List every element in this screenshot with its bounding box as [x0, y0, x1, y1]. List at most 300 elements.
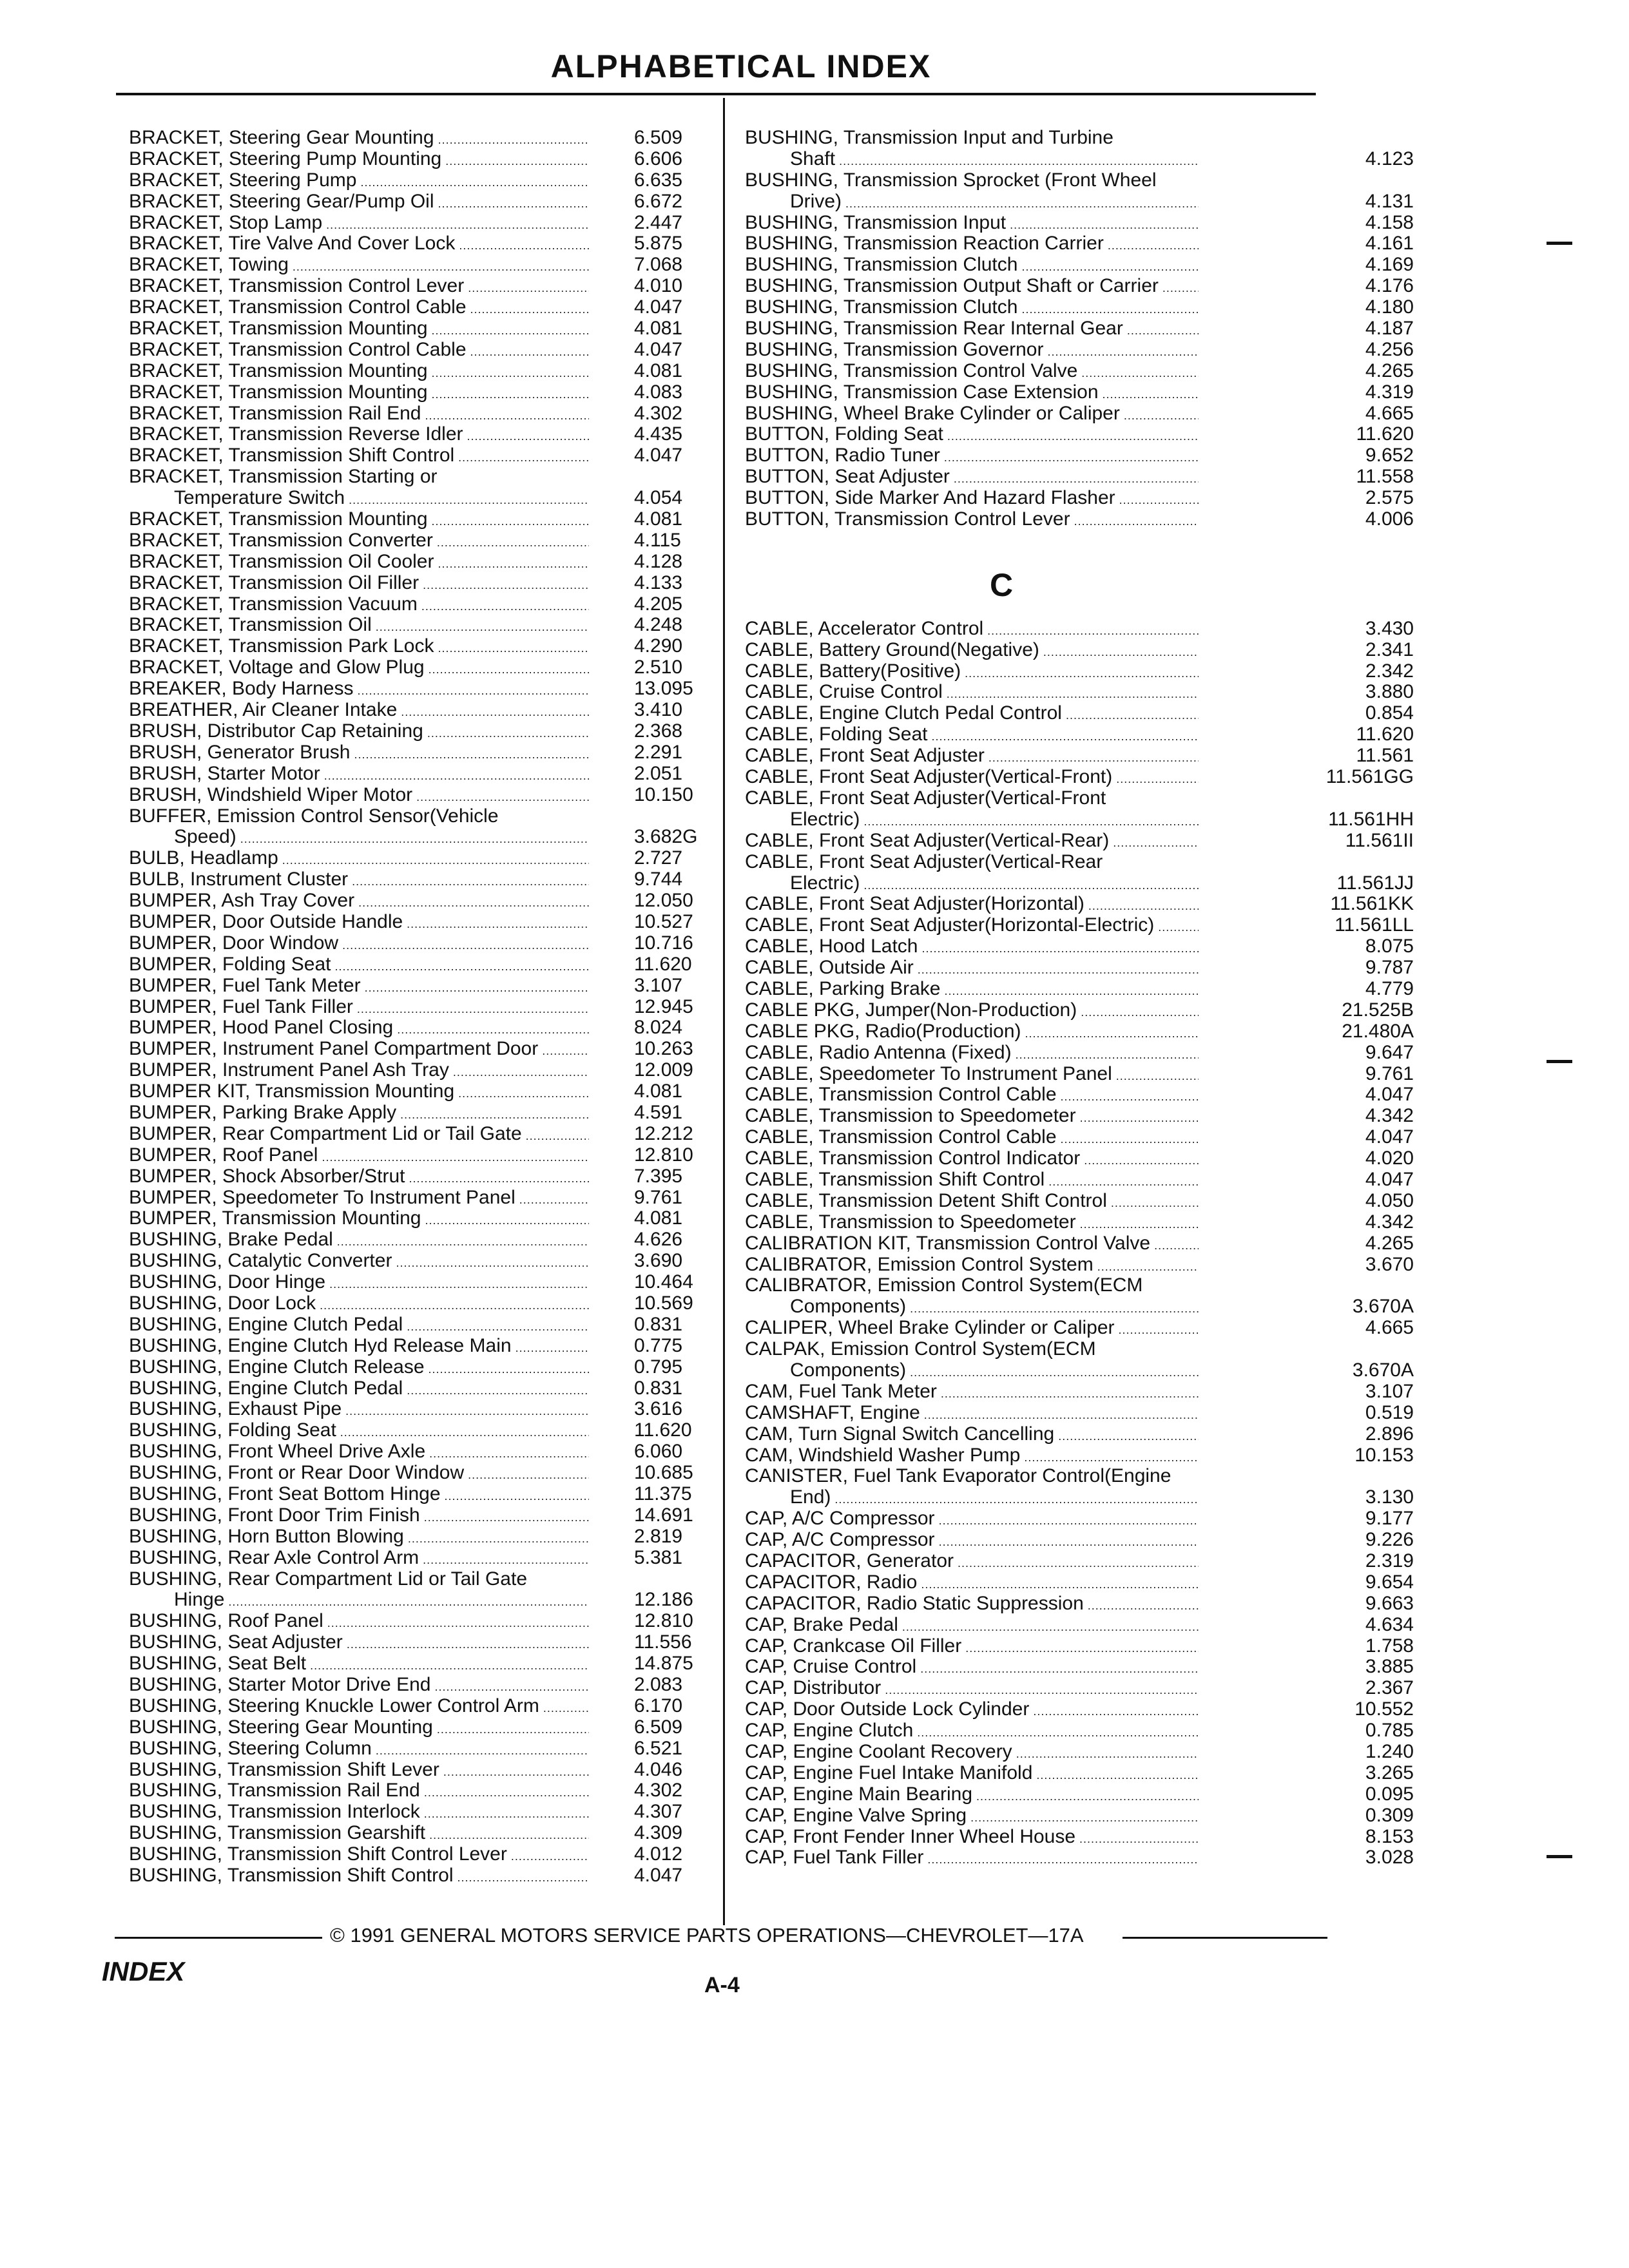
- dot-leader: [458, 1083, 589, 1104]
- index-entry-page: 4.047: [634, 338, 683, 360]
- index-entry-label: BUSHING, Wheel Brake Cylinder or Caliper: [745, 403, 1120, 424]
- dot-leader: [427, 723, 589, 744]
- index-entry: [745, 1339, 1096, 1360]
- dot-leader: [354, 744, 589, 765]
- dot-leader: [954, 468, 1199, 490]
- index-entry-label: BUSHING, Rear Axle Control Arm: [129, 1547, 419, 1568]
- index-entry-page: 2.291: [634, 741, 683, 763]
- index-entry-page: 0.519: [1365, 1401, 1414, 1423]
- index-entry-page: 6.170: [634, 1695, 683, 1716]
- index-entry-text: [745, 619, 1199, 642]
- index-entry-text: [745, 809, 1199, 832]
- index-entry-page: 4.047: [634, 445, 683, 466]
- index-entry-text: [129, 1399, 589, 1422]
- index-entry-page: 11.620: [1356, 423, 1414, 445]
- footer-page-number: A-4: [704, 1973, 740, 1997]
- index-entry: [745, 1296, 1414, 1318]
- index-entry-text: [129, 997, 589, 1020]
- index-entry-label: BRACKET, Transmission Oil Filler: [129, 572, 419, 593]
- index-entry-label: CABLE, Speedometer To Instrument Panel: [745, 1063, 1112, 1084]
- index-entry-text: [745, 873, 1199, 896]
- index-entry: [745, 1041, 1414, 1064]
- index-entry-label: BUTTON, Folding Seat: [745, 424, 943, 445]
- index-entry-page: 2.819: [634, 1525, 683, 1547]
- dot-leader: [965, 663, 1199, 684]
- index-entry-text: [129, 382, 589, 405]
- dot-leader: [358, 892, 589, 914]
- index-entry-text: [745, 1530, 1199, 1553]
- index-entry-label: CABLE, Folding Seat: [745, 724, 928, 745]
- dot-leader: [421, 596, 589, 617]
- page-title: ALPHABETICAL INDEX: [550, 48, 932, 84]
- index-entry-text: [745, 1572, 1199, 1595]
- index-entry-page: 0.795: [634, 1356, 683, 1378]
- dot-leader: [917, 1722, 1199, 1744]
- index-entry-text: [129, 1124, 589, 1147]
- index-entry-text: [745, 1296, 1199, 1320]
- index-entry-text: [129, 445, 589, 468]
- dot-leader: [397, 1019, 589, 1041]
- index-entry-page: 4.047: [634, 296, 683, 318]
- right-index-column: BUSHING, Transmission Input and Turbine Shaft ..... 4.123 BUSHING, Transmission Sprocket (Front Wheel Drive) ..... 4.131 BUSHING, Transmission Input ..... 4.158 BUSHING, Transmission Reaction Carrier ..... 4.161 BUSHING, Transmission Clutch ..... 4.169 BUSHING, Transmission Output Shaft or Carrier ..... 4.176 BUSHING, Transmission Clutch ..... 4.180 BUSHING, Transmission Rear Internal Gear ..... 4.187 BUSHING, Transmission Governor ..... 4.256 BUSHING, Transmission Control Valve ..... 4.265 BUSHING, Transmission Case Extension ..... 4.319 BUSHING, Wheel Brake Cylinder or Caliper ..... 4.665 BUTTON, Folding Seat ..... 11.620 BUTTON, Radio Tuner ..... 9.652 BUTTON, Seat Adjuster ..... 11.558 BUTTON, Side Marker And Hazard Flasher ..... 2.575 BUTTON, Transmission Control Lever ..... 4.006 C CABLE, Accelerator Control ..... 3.430 CABLE, Battery Ground(Negative) ..... 2.341 CABLE, Battery(Positive) ..... 2.342 CABLE, Cruise Control ..... 3.880 CABLE, Engine Clutch Pedal Control ..... 0.854 CABLE, Folding Seat ..... 11.620 CABLE, Front Seat Adjuster ..... 11.561 CABLE, Front Seat Adjuster(Vertical-Front) ..... 11.561GG CABLE, Front Seat Adjuster(Vertical-Front Electric) ..... 11.561HH CABLE, Front Seat Adjuster(Vertical-Rear) ..... 11.561II CABLE, Front Seat Adjuster(Vertical-Rear Electric) ..... 11.561JJ CABLE, Front Seat Adjuster(Horizontal) ..... 11.561KK CABLE, Front Seat Adjuster(Horizontal-Electric) ..... 11.561LL CABLE, Hood Latch ..... 8.075 CABLE, Outside Air ..... 9.787 CABLE, Parking Brake ..... 4.779 CABLE PKG, Jumper(Non-Production) ..... 21.525B CABLE PKG, Radio(Production) ..... 21.480A CABLE, Radio Antenna (Fixed) ..... 9.647 CABLE, Speedometer To Instrument Panel ..... 9.761 CABLE, Transmission Control Cable ..... 4.047 CABLE, Transmission to Speedometer ..... 4.342 CABLE, Transmission Control Cable ..... 4.047 CABLE, Transmission Control Indicator ..... 4.020 CABLE, Transmission Shift Control ..... 4.047 CABLE, Transmission Detent Shift Control ..... 4.050 CABLE, Transmission to Speedometer ..... 4.342 CALIBRATION KIT, Transmission Control Valve ..... 4.265 CALIBRATOR, Emission Control System ..... 3.670 CALIBRATOR, Emission Control System(ECM Components) ..... 3.670A CALIPER, Wheel Brake Cylinder or Caliper ..... 4.665 CALPAK, Emission Control System(ECM Components) ..... 3.670A CAM, Fuel Tank Meter ..... 3.107 CAMSHAFT, Engine ..... 0.519 CAM, Turn Signal Switch Cancelling ..... 2.896 CAM, Windshield Washer Pump ..... 10.153 CANISTER, Fuel Tank Evaporator Control(Engine End) ..... 3.130 CAP, A/C Compressor ..... 9.177 CAP, A/C Compressor ..... 9.226 CAPACITOR, Generator ..... 2.319 CAPACITOR, Radio ..... 9.654 CAPACITOR, Radio Static Suppression ..... 9.663 CAP, Brake Pedal ..... 4.634 CAP, Crankcase Oil Filler ..... 1.758 CAP, Cruise Control ..... 3.885 CAP, Distributor ..... 2.367 CAP, Door Outside Lock Cylinder ..... 10.552 CAP, Engine Clutch ..... 0.785 CAP, Engine Coolant Recovery ..... 1.240 CAP, Engine Fuel Intake Manifold ..... 3.265 CAP, Engine Main Bearing ..... 0.095 CAP, Engine Valve Spring ..... 0.309 CAP, Front Fender Inner Wheel House ..... 8.153 CAP, Fuel Tank Filler ..... 3.028: [745, 128, 990, 1869]
- dot-leader: [376, 617, 589, 638]
- index-entry-text: [129, 191, 589, 215]
- index-entry-page: 10.153: [1354, 1444, 1414, 1466]
- column-divider: [723, 98, 725, 1925]
- index-entry-page: 9.652: [1365, 445, 1414, 466]
- index-entry-label: CAP, Engine Clutch: [745, 1720, 914, 1742]
- index-entry-label: BRACKET, Transmission Shift Control: [129, 445, 455, 466]
- index-entry-text: [745, 340, 1199, 363]
- index-entry-text: [129, 975, 589, 999]
- index-entry-text: [129, 149, 589, 172]
- dot-leader: [958, 1553, 1199, 1574]
- index-entry-page: 10.569: [634, 1292, 693, 1314]
- dot-leader: [423, 1550, 589, 1571]
- index-entry-text: [745, 1742, 1199, 1765]
- index-entry-page: 10.716: [634, 932, 693, 954]
- index-entry-text: [129, 1632, 589, 1655]
- dot-leader: [400, 1104, 589, 1126]
- index-entry: [745, 190, 1414, 213]
- dot-leader: [839, 151, 1199, 172]
- index-entry-page: 2.051: [634, 762, 683, 784]
- index-entry-page: 11.561LL: [1335, 914, 1414, 936]
- dot-leader: [437, 1719, 589, 1740]
- index-entry-text: [745, 1127, 1199, 1150]
- index-entry-page: 12.186: [634, 1589, 693, 1611]
- dot-leader: [345, 1401, 589, 1422]
- index-entry-page: 5.875: [634, 233, 683, 255]
- index-entry: [745, 211, 1414, 234]
- index-entry-label: CABLE, Outside Air: [745, 957, 914, 979]
- index-entry: [745, 1253, 1414, 1276]
- index-entry-text: [745, 466, 1199, 490]
- index-entry: [745, 445, 1414, 466]
- index-entry-page: 1.240: [1365, 1741, 1414, 1763]
- index-entry: [745, 1635, 1414, 1657]
- index-entry-text: [129, 170, 589, 193]
- dot-leader: [1016, 1744, 1199, 1765]
- index-entry-label: BUSHING, Transmission Reaction Carrier: [745, 233, 1104, 255]
- index-entry-label: CAP, A/C Compressor: [745, 1530, 935, 1551]
- index-entry-label: BUSHING, Door Hinge: [129, 1272, 326, 1293]
- index-entry-text: [745, 1720, 1199, 1744]
- index-entry-page: 4.307: [634, 1801, 683, 1823]
- index-entry-text: [745, 915, 1199, 938]
- dot-leader: [329, 1274, 589, 1295]
- index-entry-page: 14.875: [634, 1653, 693, 1675]
- dot-leader: [1116, 1066, 1199, 1087]
- index-entry-label: Speed): [174, 827, 236, 848]
- dot-leader: [1024, 1447, 1199, 1468]
- index-entry-text: [745, 1403, 1199, 1426]
- index-entry-text: [129, 1102, 589, 1126]
- index-entry-label: CABLE, Front Seat Adjuster(Vertical-Front): [745, 767, 1113, 788]
- dot-leader: [1021, 299, 1199, 320]
- index-entry-text: [745, 1233, 1199, 1256]
- index-entry-label: CABLE, Parking Brake: [745, 978, 941, 999]
- index-entry-text: [129, 594, 589, 617]
- index-entry-label: CAPACITOR, Radio: [745, 1571, 918, 1593]
- index-entry-page: 11.561KK: [1330, 893, 1414, 915]
- index-entry-label: CABLE, Front Seat Adjuster(Horizontal-Electric): [745, 915, 1155, 936]
- index-entry-label: CABLE, Transmission Detent Shift Control: [745, 1190, 1107, 1211]
- index-entry-text: [745, 936, 1199, 959]
- index-entry-page: 4.779: [1365, 977, 1414, 999]
- dot-leader: [349, 490, 589, 511]
- index-entry-page: 3.670: [1365, 1253, 1414, 1275]
- dot-leader: [1088, 896, 1199, 917]
- index-entry-text: [129, 1823, 589, 1846]
- index-entry-page: 4.319: [1365, 381, 1414, 403]
- index-entry-text: [129, 1378, 589, 1401]
- index-entry-label: BUSHING, Transmission Rail End: [129, 1780, 420, 1802]
- index-entry-page: 3.107: [1365, 1380, 1414, 1402]
- dot-leader: [519, 1189, 589, 1211]
- index-entry-text: [129, 1780, 589, 1803]
- index-entry-page: 4.046: [634, 1758, 683, 1780]
- index-entry: [745, 829, 1414, 852]
- index-entry-text: [745, 403, 1199, 427]
- index-entry-text: [129, 403, 589, 427]
- index-entry-label: BUSHING, Starter Motor Drive End: [129, 1675, 431, 1696]
- index-entry-text: [129, 1484, 589, 1507]
- dot-leader: [424, 1782, 589, 1803]
- index-entry-text: [745, 1593, 1199, 1617]
- index-entry: [745, 423, 1414, 445]
- index-entry: [745, 787, 1106, 809]
- index-entry-page: 21.525B: [1342, 999, 1414, 1021]
- dot-leader: [1113, 832, 1199, 854]
- dot-leader: [322, 1147, 589, 1168]
- index-entry-label: CALPAK, Emission Control System(ECM: [745, 1339, 1096, 1360]
- index-entry-page: 6.672: [634, 190, 683, 212]
- index-entry-text: [129, 764, 589, 787]
- index-entry-text: [129, 1293, 589, 1316]
- index-entry-label: BUMPER, Parking Brake Apply: [129, 1102, 397, 1123]
- index-entry-page: 2.341: [1365, 639, 1414, 660]
- index-entry-page: 0.095: [1365, 1783, 1414, 1805]
- index-entry: [745, 1508, 1414, 1530]
- index-entry-label: CAP, Fuel Tank Filler: [745, 1847, 924, 1869]
- index-entry-text: [129, 1166, 589, 1189]
- index-entry-page: 12.810: [634, 1610, 693, 1632]
- index-entry-text: [129, 678, 589, 702]
- index-entry-page: 3.616: [634, 1398, 683, 1420]
- dot-leader: [1162, 278, 1199, 299]
- index-entry-label: BUMPER, Shock Absorber/Strut: [129, 1166, 405, 1187]
- index-entry: [745, 1317, 1414, 1339]
- dot-leader: [944, 981, 1199, 1002]
- dot-leader: [424, 1803, 589, 1825]
- dot-leader: [401, 702, 589, 723]
- index-entry-page: 11.561GG: [1325, 766, 1414, 788]
- index-entry-text: [129, 340, 589, 363]
- dot-leader: [511, 1846, 589, 1867]
- index-entry-label: CABLE, Front Seat Adjuster(Horizontal): [745, 894, 1084, 915]
- index-entry-text: [745, 1148, 1199, 1171]
- dot-leader: [947, 684, 1199, 705]
- dot-leader: [342, 935, 589, 956]
- index-entry-page: 4.256: [1365, 338, 1414, 360]
- dot-leader: [1081, 1002, 1199, 1023]
- index-entry-page: 3.885: [1365, 1656, 1414, 1678]
- index-entry: [745, 233, 1414, 255]
- dot-leader: [1061, 1086, 1199, 1108]
- index-entry-label: BRACKET, Transmission Starting or: [129, 466, 438, 488]
- index-entry-text: [745, 1445, 1199, 1468]
- index-entry-text: [129, 785, 589, 808]
- index-entry-label: BUMPER, Roof Panel: [129, 1144, 318, 1166]
- index-entry-page: 2.342: [1365, 660, 1414, 682]
- index-entry: [745, 639, 1414, 661]
- index-entry-text: [129, 1314, 589, 1338]
- index-entry-text: [129, 890, 589, 914]
- dot-leader: [939, 1532, 1199, 1553]
- index-entry-page: 4.123: [1365, 148, 1414, 169]
- index-entry-page: 7.395: [634, 1165, 683, 1187]
- index-entry-label: BUSHING, Front Door Trim Finish: [129, 1504, 420, 1526]
- index-entry-label: BUSHING, Brake Pedal: [129, 1229, 333, 1251]
- index-entry-page: 5.381: [634, 1546, 683, 1568]
- index-entry-text: [745, 1106, 1199, 1129]
- footer-rule-right: [1123, 1937, 1327, 1939]
- index-entry: [745, 1741, 1414, 1763]
- index-entry-page: 3.690: [634, 1250, 683, 1272]
- index-entry-text: [745, 1424, 1199, 1447]
- index-entry-text: [129, 1017, 589, 1041]
- index-entry-label: CABLE, Front Seat Adjuster(Vertical-Front: [745, 787, 1106, 809]
- index-entry-label: BUMPER, Fuel Tank Meter: [129, 975, 361, 996]
- index-entry-label: BUSHING, Engine Clutch Release: [129, 1356, 425, 1378]
- footer-rule-left: [115, 1937, 322, 1939]
- index-entry: [745, 1762, 1414, 1784]
- index-entry-label: CAP, Engine Fuel Intake Manifold: [745, 1762, 1033, 1783]
- dot-leader: [543, 1698, 589, 1719]
- index-entry-page: 9.744: [634, 869, 683, 890]
- dot-leader: [918, 959, 1199, 981]
- index-entry-label: BUSHING, Transmission Shift Control Lever: [129, 1844, 507, 1865]
- dot-leader: [334, 956, 589, 977]
- index-entry-page: 11.620: [634, 953, 692, 975]
- index-entry-page: 4.634: [1365, 1613, 1414, 1635]
- index-entry-text: [745, 297, 1199, 320]
- dot-leader: [987, 620, 1199, 642]
- index-entry-label: BRACKET, Stop Lamp: [129, 212, 323, 233]
- index-entry-page: 8.075: [1365, 936, 1414, 957]
- index-entry-text: [129, 1505, 589, 1528]
- index-entry-label: BUSHING, Steering Column: [129, 1738, 372, 1759]
- index-entry-text: [745, 1784, 1199, 1807]
- dot-leader: [976, 1786, 1199, 1807]
- index-entry-label: BRACKET, Transmission Control Cable: [129, 297, 467, 318]
- index-entry-text: [129, 742, 589, 765]
- index-entry-label: CABLE PKG, Jumper(Non-Production): [745, 999, 1077, 1021]
- index-entry: [745, 893, 1414, 915]
- dot-leader: [228, 1591, 589, 1613]
- index-entry-page: 4.047: [634, 1865, 683, 1887]
- index-entry-label: BRACKET, Transmission Oil Cooler: [129, 551, 434, 572]
- dot-leader: [516, 1338, 589, 1359]
- index-entry-text: [129, 1653, 589, 1677]
- index-entry-page: 3.410: [634, 699, 683, 721]
- index-entry-text: [129, 869, 589, 892]
- index-entry-page: 10.552: [1354, 1698, 1414, 1720]
- index-entry-page: 0.785: [1365, 1720, 1414, 1742]
- index-entry-page: 4.081: [634, 508, 683, 530]
- index-entry: [745, 1571, 1414, 1593]
- index-entry-page: 9.226: [1365, 1529, 1414, 1551]
- index-entry-page: 3.265: [1365, 1762, 1414, 1783]
- dot-leader: [542, 1041, 589, 1062]
- dot-leader: [885, 1680, 1199, 1701]
- index-entry-label: CAMSHAFT, Engine: [745, 1402, 920, 1423]
- dot-leader: [327, 1613, 589, 1634]
- index-entry-text: [745, 1805, 1199, 1829]
- index-entry-label: BUSHING, Engine Clutch Pedal: [129, 1314, 403, 1335]
- index-entry-text: [745, 488, 1199, 511]
- index-entry-text: [745, 767, 1199, 790]
- index-entry-text: [129, 424, 589, 447]
- index-entry-label: BRACKET, Transmission Control Cable: [129, 339, 467, 360]
- index-entry-label: BUSHING, Transmission Gearshift: [129, 1823, 426, 1844]
- dot-leader: [470, 341, 589, 363]
- index-entry-label: CABLE PKG, Radio(Production): [745, 1021, 1021, 1042]
- index-entry-text: [745, 1466, 1199, 1487]
- index-entry-text: [745, 255, 1199, 278]
- index-entry-page: 4.161: [1365, 233, 1414, 255]
- index-entry: [745, 1105, 1414, 1127]
- index-entry: [745, 1720, 1414, 1742]
- index-entry-text: [129, 1760, 589, 1783]
- footer-section-label: INDEX: [102, 1956, 185, 1986]
- index-entry: [745, 1783, 1414, 1805]
- index-entry: [745, 1359, 1414, 1381]
- index-entry-text: [129, 573, 589, 596]
- index-entry: [745, 1232, 1414, 1254]
- index-entry-text: [129, 128, 589, 151]
- index-entry-label: BRACKET, Towing: [129, 255, 289, 276]
- dot-leader: [407, 1380, 589, 1401]
- index-entry-page: 3.682G: [634, 826, 698, 848]
- index-entry: [745, 702, 1414, 724]
- dot-leader: [468, 278, 589, 299]
- index-entry-label: CALIPER, Wheel Brake Cylinder or Caliper: [745, 1318, 1115, 1339]
- index-entry-text: [745, 128, 1199, 149]
- index-entry-text: [745, 1084, 1199, 1108]
- index-entry-label: BUSHING, Transmission Control Valve: [745, 360, 1078, 381]
- index-entry-page: 4.128: [634, 550, 683, 572]
- dot-leader: [408, 1528, 589, 1550]
- index-entry-text: [745, 1021, 1199, 1044]
- index-entry-page: 10.263: [634, 1038, 693, 1060]
- index-entry-label: BUSHING, Transmission Clutch: [745, 255, 1018, 276]
- index-entry-page: 4.020: [1365, 1148, 1414, 1169]
- index-entry: [745, 872, 1414, 894]
- index-entry-page: 10.685: [634, 1462, 693, 1484]
- index-entry: [745, 914, 1414, 936]
- index-entry-text: [129, 1208, 589, 1231]
- index-entry-page: 2.896: [1365, 1423, 1414, 1445]
- index-entry-text: [745, 724, 1199, 747]
- index-entry-page: 4.309: [634, 1822, 683, 1844]
- index-entry-page: 12.945: [634, 995, 693, 1017]
- dot-leader: [1066, 705, 1199, 726]
- index-entry-label: CABLE, Transmission Shift Control: [745, 1169, 1045, 1190]
- index-entry-label: BUMPER, Door Outside Handle: [129, 911, 403, 932]
- index-entry-text: [129, 933, 589, 956]
- right-index-top: [745, 128, 1414, 530]
- index-entry-text: [129, 1463, 589, 1486]
- index-entry-page: 9.787: [1365, 957, 1414, 979]
- index-entry-label: CAM, Fuel Tank Meter: [745, 1381, 937, 1402]
- index-entry: [745, 381, 1414, 403]
- index-entry-page: 0.854: [1365, 702, 1414, 724]
- index-entry-label: BUSHING, Exhaust Pipe: [129, 1399, 342, 1420]
- index-entry-page: 4.012: [634, 1843, 683, 1865]
- index-entry-text: [129, 1145, 589, 1168]
- index-entry-label: CABLE, Accelerator Control: [745, 618, 984, 639]
- index-entry-text: [745, 661, 1199, 684]
- index-entry-page: 9.761: [634, 1186, 683, 1208]
- index-entry-label: BUMPER, Transmission Mounting: [129, 1208, 421, 1229]
- index-entry-text: [129, 488, 589, 511]
- dot-leader: [432, 320, 589, 341]
- index-entry-page: 10.150: [634, 783, 693, 805]
- index-entry-text: [745, 1381, 1199, 1405]
- index-entry-text: [129, 233, 589, 256]
- dot-leader: [1047, 341, 1199, 363]
- dot-leader: [922, 938, 1199, 959]
- index-entry-label: Shaft: [790, 148, 836, 169]
- index-entry-label: BRUSH, Distributor Cap Retaining: [129, 720, 423, 742]
- index-entry-text: [129, 1548, 589, 1571]
- index-entry-page: 9.647: [1365, 1041, 1414, 1063]
- index-entry-label: CABLE, Transmission Control Cable: [745, 1127, 1057, 1148]
- index-entry-text: [745, 1043, 1199, 1066]
- dot-leader: [932, 726, 1199, 747]
- index-entry-label: CAP, Cruise Control: [745, 1657, 917, 1678]
- index-entry-label: BRACKET, Steering Gear/Pump Oil: [129, 191, 434, 212]
- index-entry-page: 12.050: [634, 890, 693, 912]
- dot-leader: [1103, 384, 1199, 405]
- index-entry-label: BUTTON, Side Marker And Hazard Flasher: [745, 488, 1115, 509]
- dot-leader: [941, 1383, 1199, 1405]
- index-entry-text: [745, 1360, 1199, 1383]
- index-entry: [745, 148, 1414, 170]
- index-entry-text: [745, 1254, 1199, 1278]
